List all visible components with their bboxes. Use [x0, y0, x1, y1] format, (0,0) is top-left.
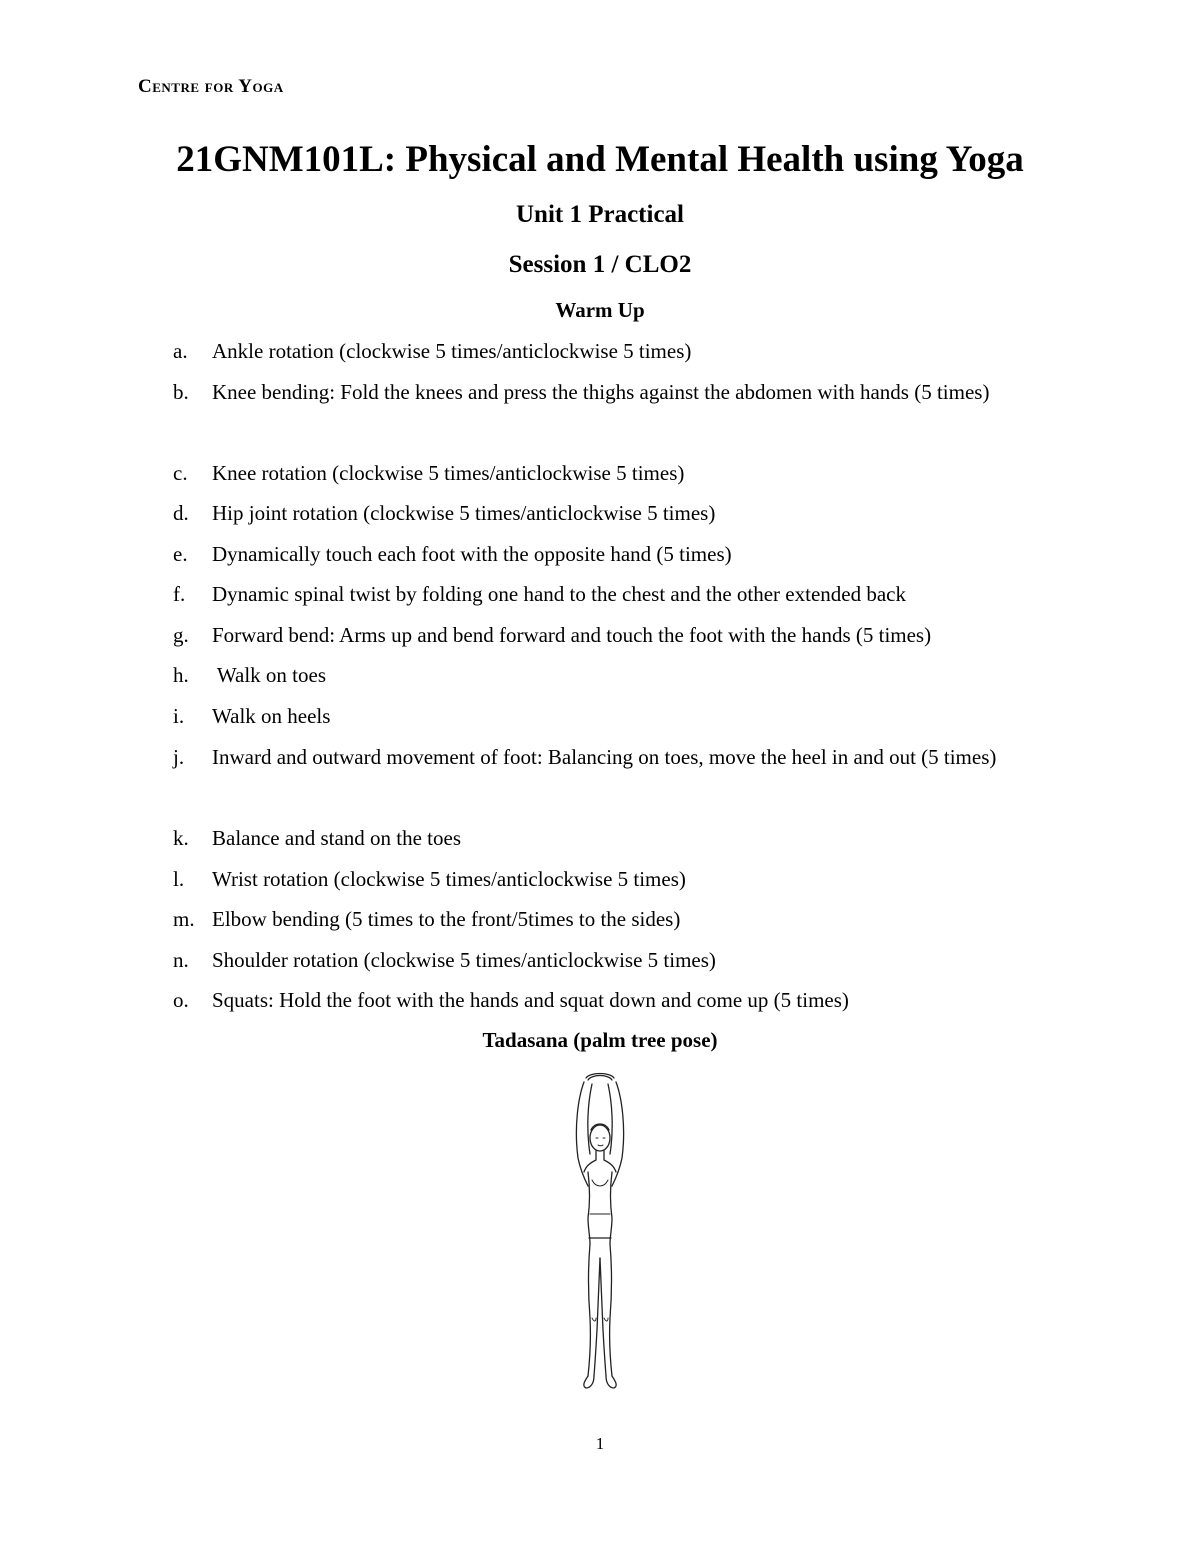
- list-item: [173, 534, 1053, 575]
- list-marker: c.: [173, 461, 188, 485]
- list-item-text: Hip joint rotation (clockwise 5 times/anticlockwise 5 times): [212, 501, 716, 525]
- list-marker: j.: [173, 745, 185, 769]
- list-item: [173, 453, 1053, 494]
- list-item: [173, 737, 1053, 778]
- list-marker: a.: [173, 339, 188, 363]
- list-item-text: Knee rotation (clockwise 5 times/anticlockwise 5 times): [212, 461, 685, 485]
- list-item-text: Shoulder rotation (clockwise 5 times/anticlockwise 5 times): [212, 948, 716, 972]
- list-marker: g.: [173, 623, 189, 647]
- list-item-text: Balance and stand on the toes: [212, 826, 462, 850]
- list-item: [173, 574, 1053, 615]
- list-item-text: Ankle rotation (clockwise 5 times/anticlockwise 5 times): [212, 339, 692, 363]
- list-item-text: Walk on heels: [212, 704, 331, 728]
- warmup-heading: Warm Up: [555, 298, 645, 322]
- list-item-text: Squats: Hold the foot with the hands and squat down and come up (5 times): [212, 988, 849, 1012]
- list-item-text: Forward bend: Arms up and bend forward and touch the foot with the hands (5 times): [212, 623, 932, 647]
- list-item: [173, 696, 1053, 737]
- list-item: [173, 940, 1053, 981]
- list-item-text: Walk on toes: [212, 663, 326, 687]
- list-item: [173, 655, 1053, 696]
- list-marker: n.: [173, 948, 189, 972]
- list-marker: k.: [173, 826, 189, 850]
- list-marker: e.: [173, 542, 188, 566]
- session-heading: Session 1 / CLO2: [508, 251, 692, 278]
- list-item: [173, 899, 1053, 940]
- list-item-text: Knee bending: Fold the knees and press the thighs against the abdomen with hands (5 times): [212, 380, 990, 404]
- tadasana-figure-icon: [548, 1068, 652, 1393]
- list-marker: f.: [173, 582, 186, 606]
- list-marker: o.: [173, 988, 189, 1012]
- list-item: [173, 859, 1053, 900]
- list-item-text: Wrist rotation (clockwise 5 times/anticlockwise 5 times): [212, 867, 686, 891]
- list-item: [173, 372, 1053, 413]
- list-marker: i.: [173, 704, 185, 728]
- page-number: 1: [595, 1434, 605, 1453]
- list-marker: l.: [173, 867, 185, 891]
- list-item-text: Dynamically touch each foot with the opposite hand (5 times): [212, 542, 732, 566]
- list-marker: h.: [173, 663, 189, 687]
- list-item-text: Dynamic spinal twist by folding one hand to the chest and the other extended back: [212, 582, 906, 606]
- pose-title: Tadasana (palm tree pose): [482, 1028, 718, 1052]
- list-item: [173, 980, 1053, 1021]
- list-item: [173, 493, 1053, 534]
- list-marker: d.: [173, 501, 189, 525]
- page-title: 21GNM101L: Physical and Mental Health using Yoga: [176, 139, 1024, 180]
- list-item: [173, 818, 1053, 859]
- unit-heading: Unit 1 Practical: [515, 201, 684, 228]
- list-item: [173, 331, 1053, 372]
- list-item-text: Elbow bending (5 times to the front/5times to the sides): [212, 907, 681, 931]
- list-marker: b.: [173, 380, 189, 404]
- list-marker: m.: [173, 907, 195, 931]
- list-item: [173, 615, 1053, 656]
- document-header: Centre for Yoga: [138, 76, 284, 97]
- list-item-text: Inward and outward movement of foot: Balancing on toes, move the heel in and out (5 times): [212, 745, 997, 769]
